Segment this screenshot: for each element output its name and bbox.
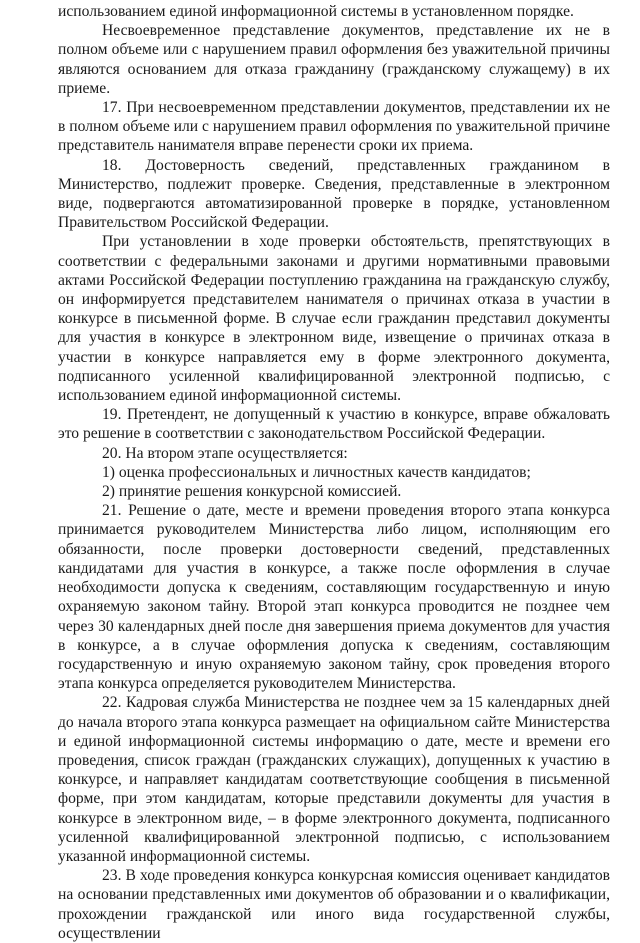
paragraph-19: 19. Претендент, не допущенный к участию в конкурсе, вправе обжаловать это решение в соответствии с законодательством Российской Федерации. [58, 406, 610, 443]
paragraph-check-circumstances: При установлении в ходе проверки обстоятельств, препятствующих в соответствии с федеральными законами и другими нормативными правовыми актами Российской Федерации поступлению гражданина на гражданскую службу, он информируется представителем нанимателя о причинах отказа в участии в конкурсе в письменной форме. В случае если гражданин представил документы для участия в конкурсе в электронном виде, извещение о причинах отказа в участии в конкурсе направляется ему в форме электронного документа, подписанного усиленной квалифицированной электронной подписью, с использованием единой информационной системы. [58, 233, 610, 405]
paragraph-23: 23. В ходе проведения конкурса конкурсная комиссия оценивает кандидатов на основании представленных ими документов об образовании и о квалификации, прохождении гражданской или иного вида государственной службы, осуществлении [58, 867, 610, 942]
paragraph-20: 20. На втором этапе осуществляется: [102, 444, 348, 462]
list-item-2: 2) принятие решения конкурсной комиссией. [102, 483, 402, 501]
document-body [58, 2, 610, 943]
paragraph-continuation: использованием единой информационной системы в установленном порядке. [58, 3, 574, 20]
paragraph-22: 22. Кадровая служба Министерства не позднее чем за 15 календарных дней до начала второго этапа конкурса размещает на официальном сайте Министерства и единой информационной системы информацию о дате, месте и времени его проведения, список граждан (гражданских служащих), допущенных к участию в конкурсе, и направляет кандидатам соответствующие сообщения в письменной форме, при этом кандидатам, которые представили документы для участия в конкурсе в электронном виде, – в форме электронного документа, подписанного усиленной квалифицированной электронной подписью, с использованием указанной информационной системы. [58, 694, 610, 865]
paragraph-18: 18. Достоверность сведений, представленных гражданином в Министерство, подлежит проверке. Сведения, представленные в электронном виде, подвергаются автоматизированной проверке в порядке, установленном Правительством Российской Федерации. [58, 156, 610, 232]
paragraph-late-submission: Несвоевременное представление документов, представление их не в полном объеме или с нарушением правил оформления без уважительной причины являются основанием для отказа гражданину (гражданскому служащему) в их приеме. [58, 22, 610, 97]
paragraph-21: 21. Решение о дате, месте и времени проведения второго этапа конкурса принимается руководителем Министерства либо лицом, исполняющим его обязанности, после проверки достоверности сведений, представленных кандидатами для участия в конкурсе, а также после оформления в случае необходимости допуска к сведениям, составляющим государственную и иную охраняемую законом тайну. Второй этап конкурса проводится не позднее чем через 30 календарных дней после дня завершения приема документов для участия в конкурсе, а в случае оформления допуска к сведениям, составляющим государственную и иную охраняемую законом тайну, срок проведения второго этапа конкурса определяется руководителем Министерства. [58, 502, 610, 693]
list-item-1: 1) оценка профессиональных и личностных качеств кандидатов; [102, 463, 531, 481]
paragraph-17: 17. При несвоевременном представлении документов, представлении их не в полном объеме или с нарушением правил оформления по уважительной причине представитель нанимателя вправе перенести сроки их приема. [58, 99, 610, 155]
